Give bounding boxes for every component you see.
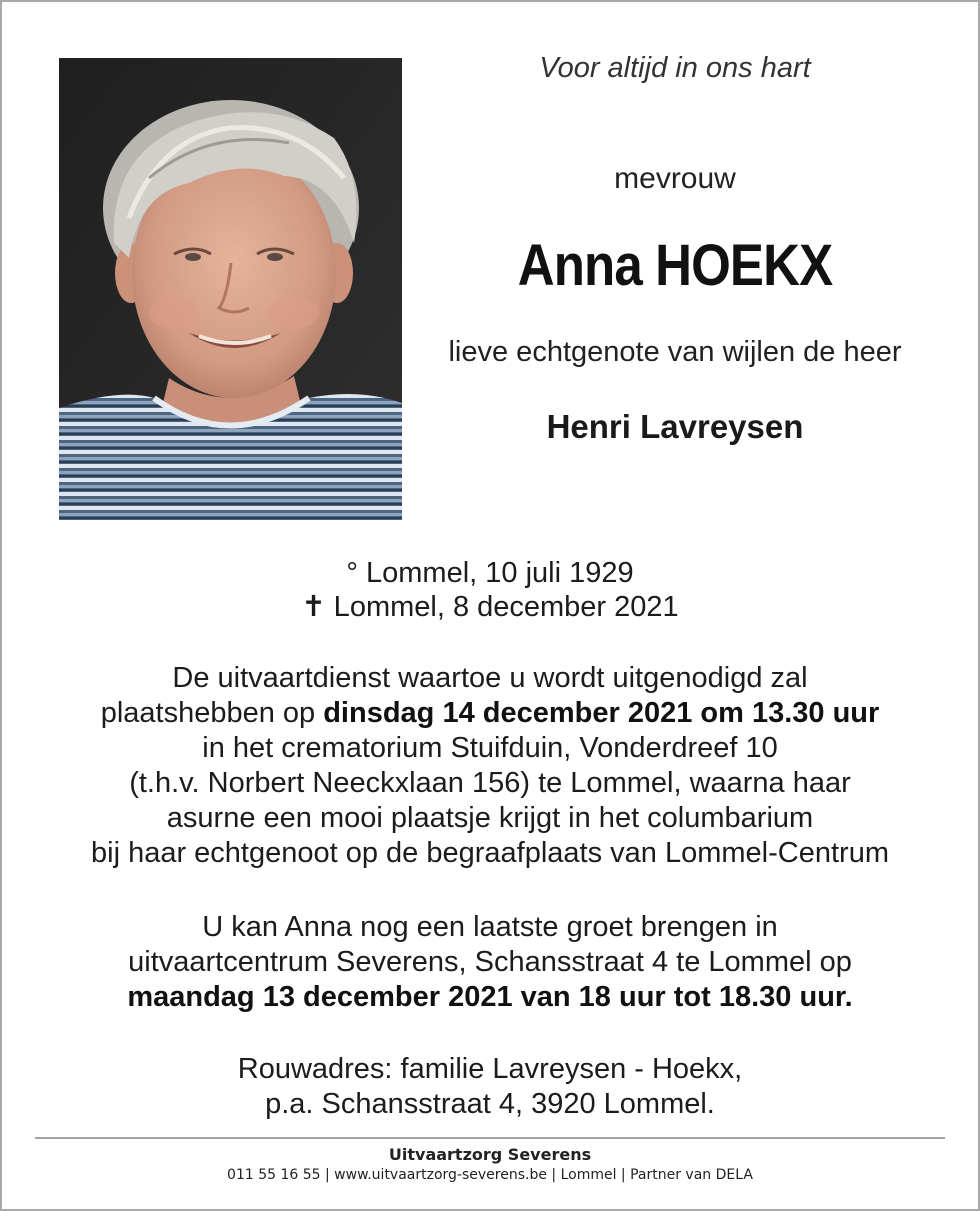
service-datetime: dinsdag 14 december 2021 om 13.30 uur bbox=[323, 697, 880, 729]
visitation-line: uitvaartcentrum Severens, Schansstraat 4 te Lommel op bbox=[128, 946, 852, 978]
spouse-name: Henri Lavreysen bbox=[546, 408, 804, 445]
deceased-name: Anna HOEKX bbox=[517, 233, 833, 298]
birth-date: ° Lommel, 10 juli 1929 bbox=[346, 557, 634, 589]
death-date: ✝ Lommel, 8 december 2021 bbox=[301, 591, 679, 623]
visitation-block bbox=[0, 910, 980, 1015]
service-line bbox=[0, 696, 980, 731]
tagline: Voor altijd in ons hart bbox=[539, 52, 811, 84]
visitation-line: U kan Anna nog een laatste groet brengen in bbox=[202, 911, 778, 943]
service-line: in het crematorium Stuifduin, Vonderdreef 10 bbox=[202, 732, 778, 764]
service-block bbox=[0, 661, 980, 871]
address-line: Rouwadres: familie Lavreysen - Hoekx, bbox=[237, 1053, 743, 1085]
relation-text: lieve echtgenote van wijlen de heer bbox=[448, 336, 902, 368]
honorific: mevrouw bbox=[614, 162, 736, 195]
funeral-company-contact: 011 55 16 55 | www.uitvaartzorg-severens.be | Lommel | Partner van DELA bbox=[227, 1167, 753, 1183]
funeral-company-name: Uitvaartzorg Severens bbox=[388, 1145, 592, 1164]
service-line: (t.h.v. Norbert Neeckxlaan 156) te Lommel, waarna haar bbox=[129, 767, 851, 799]
service-line: bij haar echtgenoot op de begraafplaats van Lommel-Centrum bbox=[91, 837, 889, 869]
service-line: asurne een mooi plaatsje krijgt in het columbarium bbox=[166, 802, 814, 834]
mourning-address bbox=[0, 1052, 980, 1122]
service-line-prefix: plaatshebben op bbox=[100, 697, 324, 729]
visitation-line bbox=[0, 980, 980, 1015]
footer-divider bbox=[35, 1137, 945, 1139]
visitation-datetime: maandag 13 december 2021 van 18 uur tot 18.30 uur. bbox=[127, 981, 853, 1013]
dates-block bbox=[0, 556, 980, 624]
address-line: p.a. Schansstraat 4, 3920 Lommel. bbox=[265, 1088, 715, 1120]
service-line: De uitvaartdienst waartoe u wordt uitgenodigd zal bbox=[172, 662, 808, 694]
portrait-photo bbox=[59, 58, 402, 520]
